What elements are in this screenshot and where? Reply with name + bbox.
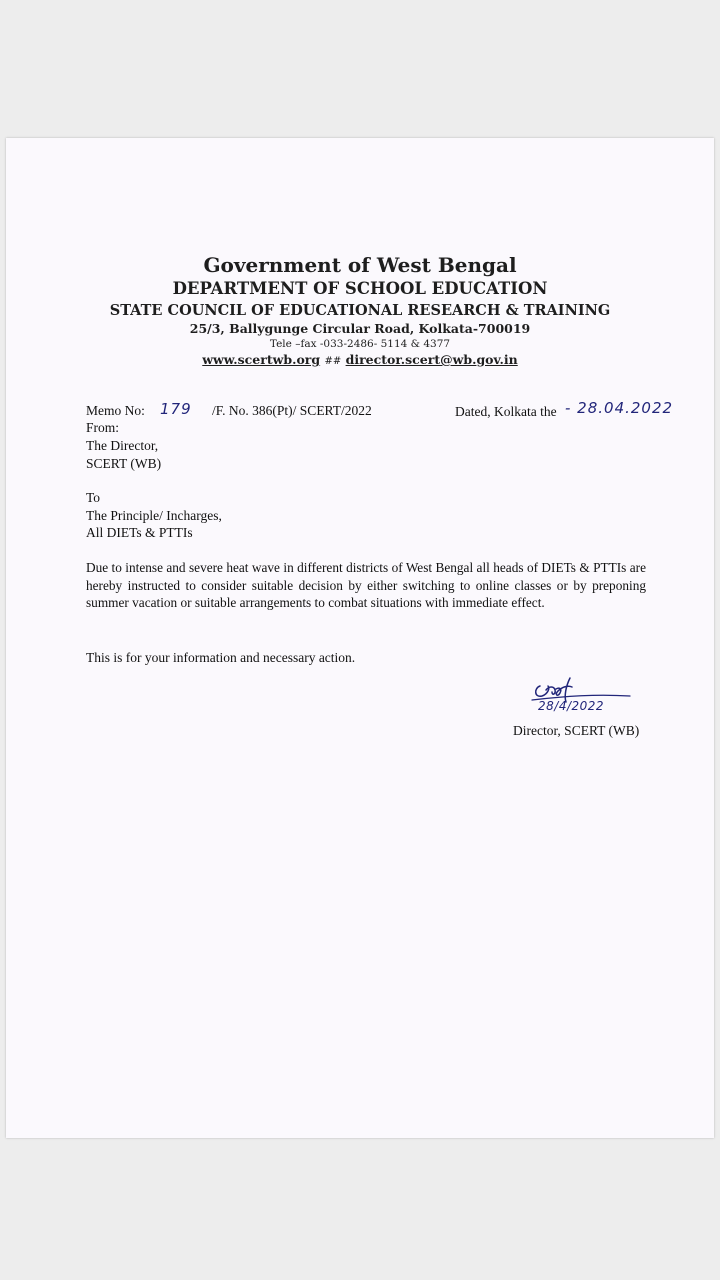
memo-number: 179 <box>160 400 192 418</box>
to-line-2: All DIETs & PTTIs <box>86 525 193 540</box>
letterhead-department: DEPARTMENT OF SCHOOL EDUCATION <box>172 279 548 298</box>
email-link[interactable]: director.scert@wb.gov.in <box>345 352 518 367</box>
signature-scribble <box>526 674 636 720</box>
letterhead-phone: Tele –fax -033-2486- 5114 & 4377 <box>269 338 451 350</box>
dated-label: Dated, Kolkata the <box>455 404 557 419</box>
document-page <box>6 138 714 1138</box>
contact-separator: ## <box>324 356 342 367</box>
letterhead-government: Government of West Bengal <box>203 253 517 277</box>
to-label: To <box>86 490 101 505</box>
memo-date: - 28.04.2022 <box>565 399 674 417</box>
letterhead-contact <box>6 352 714 367</box>
body-paragraph-1: Due to intense and severe heat wave in different districts of West Bengal all heads of DIETs & PTTIs are hereby instructed to consider suitable decision by either switching to online classes or by preponing summer vacation or suitable arrangements to combat situations with immediate effect. <box>86 560 646 610</box>
signature-designation: Director, SCERT (WB) <box>513 723 640 738</box>
signature-date: 28/4/2022 <box>538 699 605 713</box>
from-line-1: The Director, <box>86 438 159 453</box>
letterhead-address: 25/3, Ballygunge Circular Road, Kolkata-700019 <box>189 321 531 336</box>
from-label: From: <box>86 420 120 435</box>
from-line-2: SCERT (WB) <box>86 456 162 471</box>
memo-label: Memo No: <box>86 403 145 418</box>
letterhead-council: STATE COUNCIL OF EDUCATIONAL RESEARCH & TRAINING <box>109 302 611 319</box>
website-link[interactable]: www.scertwb.org <box>202 352 321 367</box>
body-paragraph-2: This is for your information and necessary action. <box>86 650 356 665</box>
file-number: /F. No. 386(Pt)/ SCERT/2022 <box>212 403 372 418</box>
to-line-1: The Principle/ Incharges, <box>86 508 222 523</box>
